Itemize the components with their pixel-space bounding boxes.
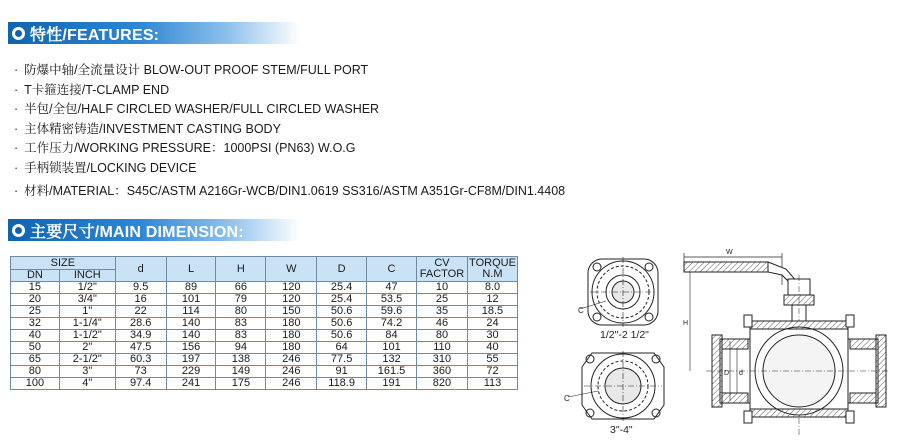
table-cell: 360 <box>416 366 467 378</box>
table-cell: 150 <box>266 306 317 318</box>
table-cell: 20 <box>11 294 60 306</box>
features-title: 特性/FEATURES: <box>30 26 160 44</box>
dn-header: DN <box>11 270 60 282</box>
section-bullet-icon <box>12 224 25 237</box>
dimension-table <box>10 256 518 390</box>
table-cell: 40 <box>467 342 517 354</box>
feature-item: · 手柄锁装置/LOCKING DEVICE <box>14 160 197 175</box>
table-cell: 120 <box>266 294 317 306</box>
table-cell: 16 <box>115 294 166 306</box>
table-cell: 28.6 <box>115 318 166 330</box>
size-header: SIZE <box>11 257 116 270</box>
table-cell: 47.5 <box>115 342 166 354</box>
bottom-view-size-label: 3"-4" <box>610 424 633 436</box>
feature-item: · 半包/全包/HALF CIRCLED WASHER/FULL CIRCLED WASHER <box>14 102 380 116</box>
table-cell: 32 <box>11 318 60 330</box>
col-header: L <box>166 257 216 282</box>
table-cell: 100 <box>11 378 60 390</box>
table-cell: 2" <box>59 342 115 354</box>
table-cell: 64 <box>317 342 367 354</box>
table-cell: 89 <box>166 282 216 294</box>
table-cell: 180 <box>266 342 317 354</box>
table-cell: 25.4 <box>317 294 367 306</box>
table-cell: 53.5 <box>367 294 417 306</box>
table-cell: 97.4 <box>115 378 166 390</box>
feature-item: · T卡箍连接/T-CLAMP END <box>14 82 170 97</box>
table-cell: 156 <box>166 342 216 354</box>
table-cell: 118.9 <box>317 378 367 390</box>
table-cell: 3" <box>59 366 115 378</box>
table-cell: 1-1/2" <box>59 330 115 342</box>
table-cell: 114 <box>166 306 216 318</box>
table-cell: 140 <box>166 330 216 342</box>
col-header: C <box>367 257 417 282</box>
inch-header: INCH <box>59 270 115 282</box>
valve-drawings <box>540 245 890 440</box>
table-cell: 1-1/4" <box>59 318 115 330</box>
feature-item: · 材料/MATERIAL：S45C/ASTM A216Gr-WCB/DIN1.0619 SS316/ASTM A351Gr-CF8M/DIN1.4408 <box>14 184 566 198</box>
c-label: C <box>578 306 584 315</box>
table-cell: 310 <box>416 354 467 366</box>
table-cell: 80 <box>11 366 60 378</box>
features-section-header <box>8 22 300 44</box>
table-cell: 46 <box>416 318 467 330</box>
table-row <box>11 282 518 294</box>
table-cell: 138 <box>216 354 266 366</box>
table-cell: 84 <box>367 330 417 342</box>
table-cell: 15 <box>11 282 60 294</box>
table-cell: 175 <box>216 378 266 390</box>
table-cell: 101 <box>166 294 216 306</box>
feature-item: · 工作压力/WORKING PRESSURE：1000PSI (PN63) W.O.G <box>14 141 356 155</box>
table-cell: 25.4 <box>317 282 367 294</box>
table-cell: 180 <box>266 330 317 342</box>
table-cell: 197 <box>166 354 216 366</box>
col-header: D <box>317 257 367 282</box>
table-cell: 50 <box>11 342 60 354</box>
top-view-size-label: 1/2"-2 1/2" <box>600 329 649 341</box>
col-header: H <box>216 257 266 282</box>
table-cell: 22 <box>115 306 166 318</box>
cv-header: CV FACTOR <box>416 257 467 282</box>
table-cell: 149 <box>216 366 266 378</box>
table-cell: 191 <box>367 378 417 390</box>
table-cell: 229 <box>166 366 216 378</box>
table-cell: 65 <box>11 354 60 366</box>
col-header: d <box>115 257 166 282</box>
table-cell: 113 <box>467 378 517 390</box>
h-label: H <box>683 320 689 327</box>
table-cell: 79 <box>216 294 266 306</box>
svg-text:C: C <box>564 394 570 403</box>
table-cell: 73 <box>115 366 166 378</box>
table-cell: 74.2 <box>367 318 417 330</box>
section-bullet-icon <box>12 27 25 40</box>
table-cell: 94 <box>216 342 266 354</box>
table-cell: 241 <box>166 378 216 390</box>
table-cell: 2-1/2" <box>59 354 115 366</box>
table-cell: 120 <box>266 282 317 294</box>
table-row <box>11 306 518 318</box>
torque-header: TORQUE N.M <box>469 257 516 280</box>
table-cell: 132 <box>367 354 417 366</box>
table-cell: 1" <box>59 306 115 318</box>
table-cell: 25 <box>11 306 60 318</box>
table-row <box>11 354 518 366</box>
feature-item: · 主体精密铸造/INVESTMENT CASTING BODY <box>14 121 281 136</box>
d-upper-label: D <box>724 370 730 377</box>
table-cell: 91 <box>317 366 367 378</box>
table-cell: 140 <box>166 318 216 330</box>
col-header: W <box>266 257 317 282</box>
table-cell: 66 <box>216 282 266 294</box>
table-cell: 8.0 <box>467 282 517 294</box>
table-cell: 18.5 <box>467 306 517 318</box>
table-cell: 101 <box>367 342 417 354</box>
d-lower-label: d <box>739 370 743 377</box>
dimension-title: 主要尺寸/MAIN DIMENSION: <box>30 223 244 241</box>
feature-item: · 防爆中轴/全流量设计 BLOW-OUT PROOF STEM/FULL PORT <box>14 63 369 77</box>
table-cell: 50.6 <box>317 318 367 330</box>
table-cell: 35 <box>416 306 467 318</box>
bottom-flange-view <box>568 351 664 421</box>
table-cell: 1/2" <box>59 282 115 294</box>
table-cell: 50.6 <box>317 330 367 342</box>
table-cell: 180 <box>266 318 317 330</box>
table-cell: 246 <box>266 354 317 366</box>
table-cell: 59.6 <box>367 306 417 318</box>
table-cell: 55 <box>467 354 517 366</box>
table-cell: 30 <box>467 330 517 342</box>
table-cell: 25 <box>416 294 467 306</box>
dimension-section-header <box>8 219 300 241</box>
table-cell: 60.3 <box>115 354 166 366</box>
table-row <box>11 330 518 342</box>
table-cell: 12 <box>467 294 517 306</box>
table-cell: 110 <box>416 342 467 354</box>
table-cell: 161.5 <box>367 366 417 378</box>
table-cell: 4" <box>59 378 115 390</box>
table-row <box>11 294 518 306</box>
table-cell: 246 <box>266 378 317 390</box>
table-cell: 34.9 <box>115 330 166 342</box>
table-cell: 24 <box>467 318 517 330</box>
table-cell: 72 <box>467 366 517 378</box>
table-cell: 80 <box>416 330 467 342</box>
table-cell: 820 <box>416 378 467 390</box>
table-cell: 80 <box>216 306 266 318</box>
table-cell: 3/4" <box>59 294 115 306</box>
table-cell: 83 <box>216 330 266 342</box>
table-cell: 77.5 <box>317 354 367 366</box>
features-list <box>14 61 565 202</box>
table-cell: 47 <box>367 282 417 294</box>
w-label: W <box>726 249 733 256</box>
table-row <box>11 318 518 330</box>
side-section-view <box>684 253 890 435</box>
table-cell: 9.5 <box>115 282 166 294</box>
table-cell: 10 <box>416 282 467 294</box>
table-row <box>11 378 518 390</box>
top-flange-view <box>580 257 658 327</box>
table-cell: 50.6 <box>317 306 367 318</box>
table-row <box>11 342 518 354</box>
table-cell: 83 <box>216 318 266 330</box>
table-cell: 40 <box>11 330 60 342</box>
table-cell: 246 <box>266 366 317 378</box>
table-row <box>11 366 518 378</box>
